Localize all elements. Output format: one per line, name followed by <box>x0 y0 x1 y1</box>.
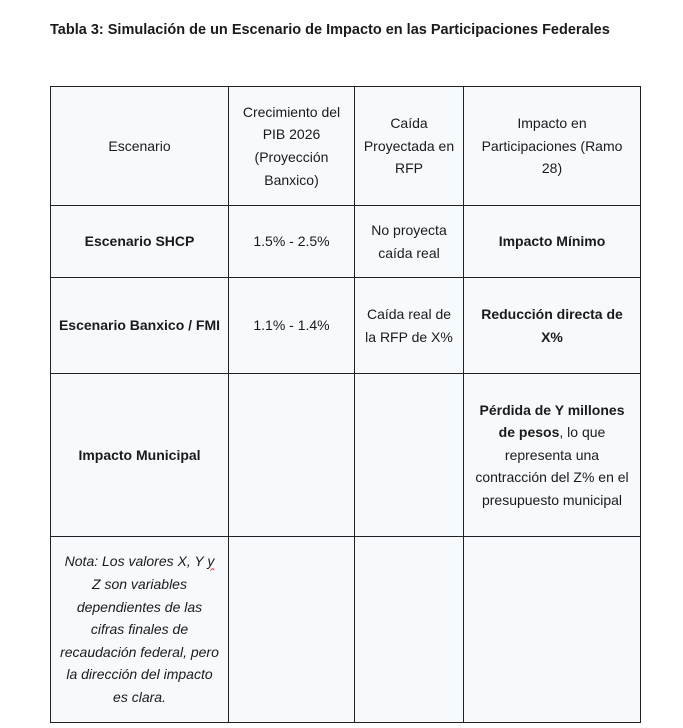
impacto-municipal-text: , lo que representa una contracción del Z% en el presupuesto municipal <box>475 424 629 508</box>
cell-note <box>51 537 229 723</box>
cell-crecimiento-shcp: 1.5% - 2.5% <box>229 206 355 278</box>
header-escenario: Escenario <box>51 87 229 206</box>
table-row <box>51 278 641 374</box>
cell-impacto-banxico: Reducción directa de X% <box>464 278 641 374</box>
cell-note-empty-3 <box>464 537 641 723</box>
table-title: Tabla 3: Simulación de un Escenario de Impacto en las Participaciones Federales <box>50 22 610 38</box>
cell-caida-shcp: No proyecta caída real <box>355 206 464 278</box>
header-caida-rfp: Caída Proyectada en RFP <box>355 87 464 206</box>
header-impacto-participaciones: Impacto en Participaciones (Ramo 28) <box>464 87 641 206</box>
note-flagged-word: y <box>207 553 215 570</box>
table-header-row <box>51 87 641 206</box>
table-row <box>51 206 641 278</box>
table-note-row <box>51 537 641 723</box>
note-text-part1: Nota: Los valores X, Y <box>64 553 208 570</box>
cell-note-empty-1 <box>229 537 355 723</box>
impact-table <box>50 86 641 723</box>
cell-impacto-shcp: Impacto Mínimo <box>464 206 641 278</box>
cell-note-empty-2 <box>355 537 464 723</box>
cell-crecimiento-banxico: 1.1% - 1.4% <box>229 278 355 374</box>
cell-escenario-municipal: Impacto Municipal <box>51 374 229 537</box>
note-text-part2: Z son variables dependientes de las cifras finales de recaudación federal, pero la dirección del impacto es clara. <box>60 576 219 705</box>
cell-crecimiento-municipal <box>229 374 355 537</box>
cell-escenario-banxico: Escenario Banxico / FMI <box>51 278 229 374</box>
cell-caida-banxico: Caída real de la RFP de X% <box>355 278 464 374</box>
table-row <box>51 374 641 537</box>
impacto-municipal-bold-text: Pérdida de Y millones de pesos <box>479 401 625 441</box>
cell-escenario-shcp: Escenario SHCP <box>51 206 229 278</box>
cell-impacto-municipal <box>464 374 641 537</box>
note-text <box>57 550 222 708</box>
header-crecimiento-pib: Crecimiento del PIB 2026 (Proyección Banxico) <box>229 87 355 206</box>
cell-caida-municipal <box>355 374 464 537</box>
